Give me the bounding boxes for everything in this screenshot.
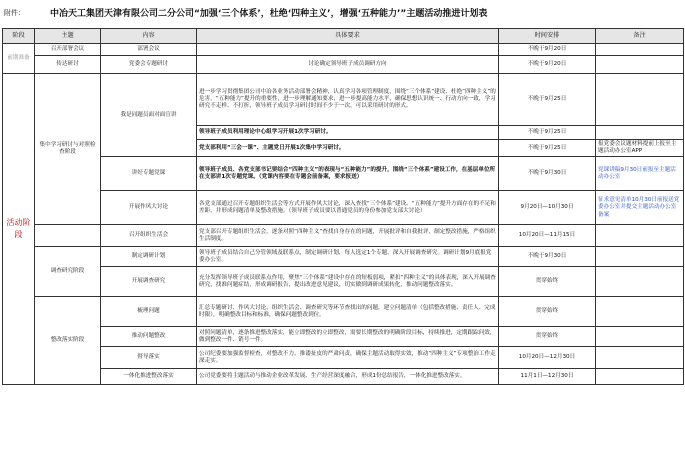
time-cell: 不晚于9月30日 (499, 247, 596, 267)
time-cell: 11月1日—12月30日 (499, 369, 596, 385)
topic-cell (35, 225, 101, 247)
requirement-cell: 进一步学习贯彻集团公司中冶各业务活动部署会精神，认真学习各项管理制度，围绕“三个体系”建设、杜绝“四种主义”的危害，“五种能力”提升的重要性，进一步理解通知要求，进一步提高能力水平，确保思想认识统一、行动方向一致，学习研究不走样、不打折，领导班子成员学习研讨时间不少于一次，可以采用研讨的形式。 (197, 74, 499, 126)
topic-cell: 集中学习研讨与对照检查阶段 (35, 74, 101, 225)
note-cell (596, 347, 684, 369)
content-cell: 推动问题整改 (101, 327, 197, 347)
note-cell (596, 327, 684, 347)
table-row (3, 191, 684, 225)
note-cell (596, 267, 684, 297)
time-cell: 10月20日—11月15日 (499, 225, 596, 247)
header-notes: 备注 (596, 29, 684, 44)
note-cell: 党课讲稿9月30日前报至主题活动办公室 (596, 157, 684, 191)
note-cell (596, 225, 684, 247)
header-content: 内容 (101, 29, 197, 44)
content-cell: 开展调查研究 (101, 267, 197, 297)
requirement-cell: 对照问题清单，逐条推进整改落实，能立即整改的立即整改，需要长期整改的明确阶段目标，持续推进，定期跟踪问效，做到整改一件、销号一件。 (197, 327, 499, 347)
table-row (3, 347, 684, 369)
time-cell: 贯穿始终 (499, 327, 596, 347)
note-cell (596, 56, 684, 74)
note-cell (596, 297, 684, 327)
time-cell: 不晚于9月25日 (499, 140, 596, 157)
time-cell: 10月20日—12月30日 (499, 347, 596, 369)
table-row (3, 369, 684, 385)
stage-prep: 前期准备 (3, 44, 35, 74)
note-cell: 报党委会议题材料提前上报至主题活动办公室APP (596, 140, 684, 157)
content-cell: 督导落实 (101, 347, 197, 369)
time-cell: 不晚于9月20日 (499, 44, 596, 56)
table-row (3, 74, 684, 126)
requirement-cell: 领导班子成员、各党支部书记要结合“四种主义”的表现与“五种能力”的提升，围绕“三个体系”建设工作，在基层单位所在支部讲1次专题党课。（党课内容要在专题会前备案，要求报送） (197, 157, 499, 191)
requirement-cell (197, 44, 499, 56)
content-cell: 部署会议 (101, 44, 197, 56)
topic-cell: 召开部署会议 (35, 44, 101, 56)
content-cell: 一体化推进整改落实 (101, 369, 197, 385)
table-row (3, 267, 684, 297)
table-header-row (3, 29, 684, 44)
content-cell: 党委会专题研讨 (101, 56, 197, 74)
content-cell: 召开组织生活会 (101, 225, 197, 247)
table-row (3, 247, 684, 267)
table-row (3, 56, 684, 74)
requirement-cell: 领导班子成员利用理论中心组学习开展1次学习研讨。 (197, 126, 499, 140)
time-cell: 9月20日—10月30日 (499, 191, 596, 225)
header-time: 时间安排 (499, 29, 596, 44)
table-row (3, 44, 684, 56)
content-cell: 梳理问题 (101, 297, 197, 327)
table-row (3, 327, 684, 347)
requirement-cell: 领导班子成员结合自己分管领域及联系点，制定调研计划，每人选定1个专题，深入开展调查研究。调研计划9月底报党委办公室。 (197, 247, 499, 267)
requirement-cell: 充分发挥领导班子成员联系点作用，聚焦“三个体系”建设中存在的短板弱项，紧扣“四种主义”的具体表现，深入开展调查研究，找准问题症结，形成调研报告，提出改进意见建议，切实做到调研成果转化，推动问题整改落实。 (197, 267, 499, 297)
time-cell: 不晚于9月25日 (499, 126, 596, 140)
note-cell: 征求意见清单10月30日前报送党委办公室并提交主题活动办公室备案 (596, 191, 684, 225)
header-requirements: 具体要求 (197, 29, 499, 44)
time-cell: 不晚于9月25日 (499, 74, 596, 126)
note-cell (596, 74, 684, 126)
note-cell (596, 126, 684, 140)
time-cell: 不晚于9月30日 (499, 157, 596, 191)
table-row (3, 157, 684, 191)
requirement-cell: 汇总专题研讨、作风大讨论、组织生活会、调查研究等环节查找出的问题，建立问题清单（包括整改措施、责任人、完成时限），明确整改目标和标准，确保问题整改到位。 (197, 297, 499, 327)
time-cell: 贯穿始终 (499, 267, 596, 297)
content-cell: 讲好专题党课 (101, 157, 197, 191)
requirement-cell: 党支部召开专题组织生活会，逐条对照“四种主义”查找自身存在的问题，开展批评和自我批评，制定整改措施，严格组织生活制度。 (197, 225, 499, 247)
requirement-cell: 党支部利用“三会一课”、主题党日开展1次集中学习研讨。 (197, 140, 499, 157)
topic-cell: 整改落实阶段 (35, 297, 101, 385)
table-row (3, 297, 684, 327)
content-cell: 我是同题员面对面宣讲 (101, 74, 197, 157)
header-stage: 阶段 (3, 29, 35, 44)
requirement-cell: 各党支部通过召开专题组织生活会等方式开展作风大讨论，深入查找“三个体系”建设、“五种能力”提升方面存在的不足和差距，并形成问题清单及整改措施。（领导班子成员要以普通党员的身份参加党支部大讨论） (197, 191, 499, 225)
attachment-label: 附件： (4, 9, 25, 17)
plan-table (2, 28, 684, 385)
note-cell (596, 247, 684, 267)
note-cell (596, 369, 684, 385)
requirement-cell: 公司党委要将主题活动与推动企业改革发展、生产经营深度融合，形成1份总结报告，一体化推进整改落实。 (197, 369, 499, 385)
requirement-cell: 讨论确定领导班子成员调研方向 (197, 56, 499, 74)
content-cell: 制定调研计划 (101, 247, 197, 267)
header-topic: 主题 (35, 29, 101, 44)
page-title: 中冶天工集团天津有限公司二分公司“加强‘三个体系’，杜绝‘四种主义’，增强‘五种能力’”主题活动推进计划表 (50, 9, 488, 19)
table-row (3, 225, 684, 247)
time-cell: 不晚于9月20日 (499, 56, 596, 74)
topic-cell: 传达研讨 (35, 56, 101, 74)
topic-cell: 调查研究阶段 (35, 247, 101, 297)
stage-activity: 活动阶段 (3, 74, 35, 385)
requirement-cell: 公司纪委要加强监督检查，对整改不力、推诿扯皮的严肃问责，确保主题活动取得实效，推动“四种主义”专项整治工作走深走实。 (197, 347, 499, 369)
time-cell: 贯穿始终 (499, 297, 596, 327)
title-bar (0, 0, 685, 26)
note-cell (596, 44, 684, 56)
content-cell: 开展作风大讨论 (101, 191, 197, 225)
